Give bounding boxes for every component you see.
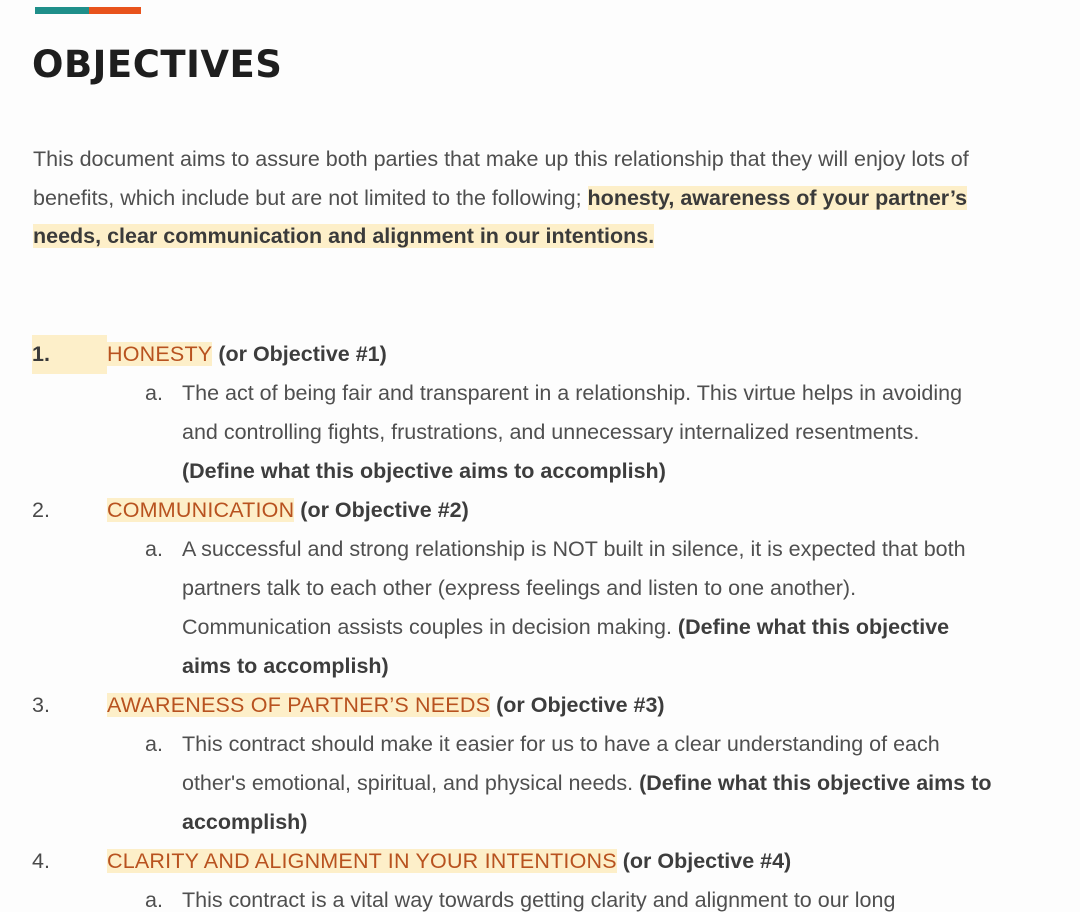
objective-item bbox=[0, 491, 1080, 686]
objective-suffix: (or Objective #4) bbox=[616, 849, 792, 873]
objective-heading-row bbox=[0, 335, 1080, 374]
objective-name: CLARITY AND ALIGNMENT IN YOUR INTENTIONS bbox=[107, 849, 617, 873]
objective-suffix: (or Objective #3) bbox=[490, 693, 665, 717]
subitem-text bbox=[182, 530, 992, 686]
subitem-instruction: (Define what this objective aims to accomplish) bbox=[182, 615, 950, 678]
objective-heading-row bbox=[0, 686, 1080, 725]
subitem-body: A successful and strong relationship is NOT built in silence, it is expected that both partners talk to each other (express feelings and listen to one another). Communication assists couples in decision making. bbox=[182, 537, 966, 639]
objective-subitem bbox=[0, 374, 1080, 491]
objective-suffix: (or Objective #1) bbox=[212, 342, 387, 366]
objective-item bbox=[0, 686, 1080, 842]
subitem-body: The act of being fair and transparent in a relationship. This virtue helps in avoiding and controlling fights, frustrations, and unnecessary internalized resentments. bbox=[182, 381, 963, 444]
objective-number: 1. bbox=[32, 335, 107, 374]
subitem-letter: a. bbox=[145, 888, 163, 912]
subitem-text bbox=[182, 374, 992, 491]
objective-heading bbox=[107, 491, 469, 530]
subitem-instruction: (Define what this objective aims to accomplish) bbox=[182, 771, 992, 834]
objective-number: 3. bbox=[32, 693, 50, 717]
objective-name: HONESTY bbox=[107, 342, 213, 366]
objective-heading bbox=[107, 842, 791, 881]
subitem-text bbox=[182, 725, 992, 842]
intro-highlighted-text: honesty, awareness of your partner’s needs, clear communication and alignment in our intentions. bbox=[33, 185, 968, 248]
objective-heading bbox=[107, 686, 665, 725]
subitem-letter: a. bbox=[145, 732, 163, 756]
objective-heading-row bbox=[0, 842, 1080, 881]
objective-item bbox=[0, 842, 1080, 912]
objective-name: COMMUNICATION bbox=[107, 498, 295, 522]
page-title: OBJECTIVES bbox=[32, 43, 283, 86]
objective-subitem bbox=[0, 530, 1080, 686]
objective-name: AWARENESS OF PARTNER’S NEEDS bbox=[107, 693, 491, 717]
subitem-text bbox=[182, 881, 992, 912]
intro-paragraph bbox=[33, 140, 993, 256]
objective-number: 2. bbox=[32, 498, 50, 522]
intro-text: This document aims to assure both parties that make up this relationship that they will enjoy lots of benefits, which include but are not limited to the following; bbox=[33, 147, 969, 210]
subitem-body: This contract should make it easier for us to have a clear understanding of each other's emotional, spiritual, and physical needs. bbox=[182, 732, 940, 795]
objective-number: 4. bbox=[32, 849, 50, 873]
objective-item bbox=[0, 335, 1080, 491]
accent-bar-orange bbox=[89, 7, 141, 14]
objective-heading-row bbox=[0, 491, 1080, 530]
objective-heading bbox=[107, 335, 387, 374]
subitem-instruction: (Define what this objective aims to accomplish) bbox=[182, 459, 666, 483]
accent-bar bbox=[35, 7, 141, 14]
subitem-letter: a. bbox=[145, 537, 163, 561]
objective-subitem bbox=[0, 725, 1080, 842]
subitem-letter: a. bbox=[145, 381, 163, 405]
objectives-list bbox=[0, 335, 1080, 912]
objective-suffix: (or Objective #2) bbox=[294, 498, 469, 522]
accent-bar-teal bbox=[35, 7, 89, 14]
subitem-body: This contract is a vital way towards getting clarity and alignment to our long bbox=[182, 888, 896, 912]
objective-subitem bbox=[0, 881, 1080, 912]
